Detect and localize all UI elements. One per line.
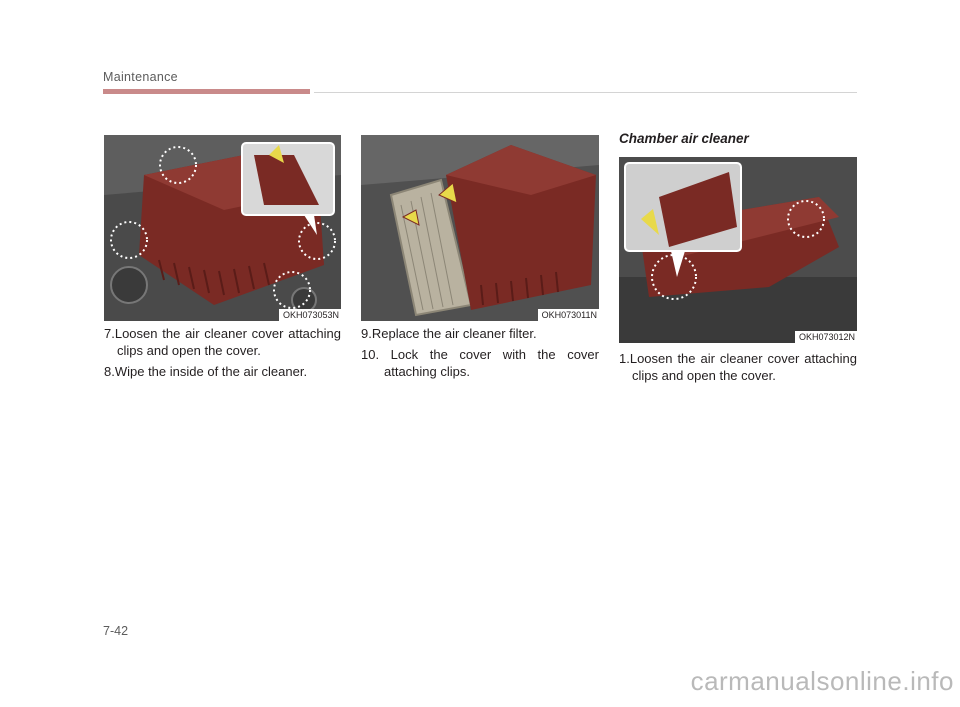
step-10: 10. Lock the cover with the cover attaching clips. (361, 347, 599, 379)
step-7: 7.Loosen the air cleaner cover attaching clips and open the cover. (104, 326, 341, 358)
header-accent-bar (103, 89, 310, 94)
figure-chamber-air-cleaner (619, 157, 857, 343)
figure-code-label: OKH073053N (279, 309, 341, 321)
right-column-steps (619, 350, 857, 388)
engine-bay-illustration-3 (619, 157, 857, 343)
figure-code-label: OKH073011N (538, 309, 599, 321)
engine-bay-illustration-1 (104, 135, 341, 321)
middle-column-steps (361, 325, 599, 384)
page-number: 7-42 (103, 624, 129, 638)
watermark-text: carmanualsonline.info (690, 666, 954, 696)
step-9: 9.Replace the air cleaner filter. (361, 326, 537, 341)
left-column-steps (104, 325, 341, 384)
figure-filter-replacement (361, 135, 599, 321)
figure-code-label: OKH073012N (795, 331, 857, 343)
section-header-title: Maintenance (103, 70, 178, 84)
section-title-chamber-air-cleaner: Chamber air cleaner (619, 131, 749, 146)
step-1: 1.Loosen the air cleaner cover attaching clips and open the cover. (619, 351, 857, 383)
engine-bay-illustration-2 (361, 135, 599, 321)
figure-air-cleaner-clips (104, 135, 341, 321)
header-divider-line (314, 92, 857, 93)
step-8: 8.Wipe the inside of the air cleaner. (104, 364, 308, 379)
